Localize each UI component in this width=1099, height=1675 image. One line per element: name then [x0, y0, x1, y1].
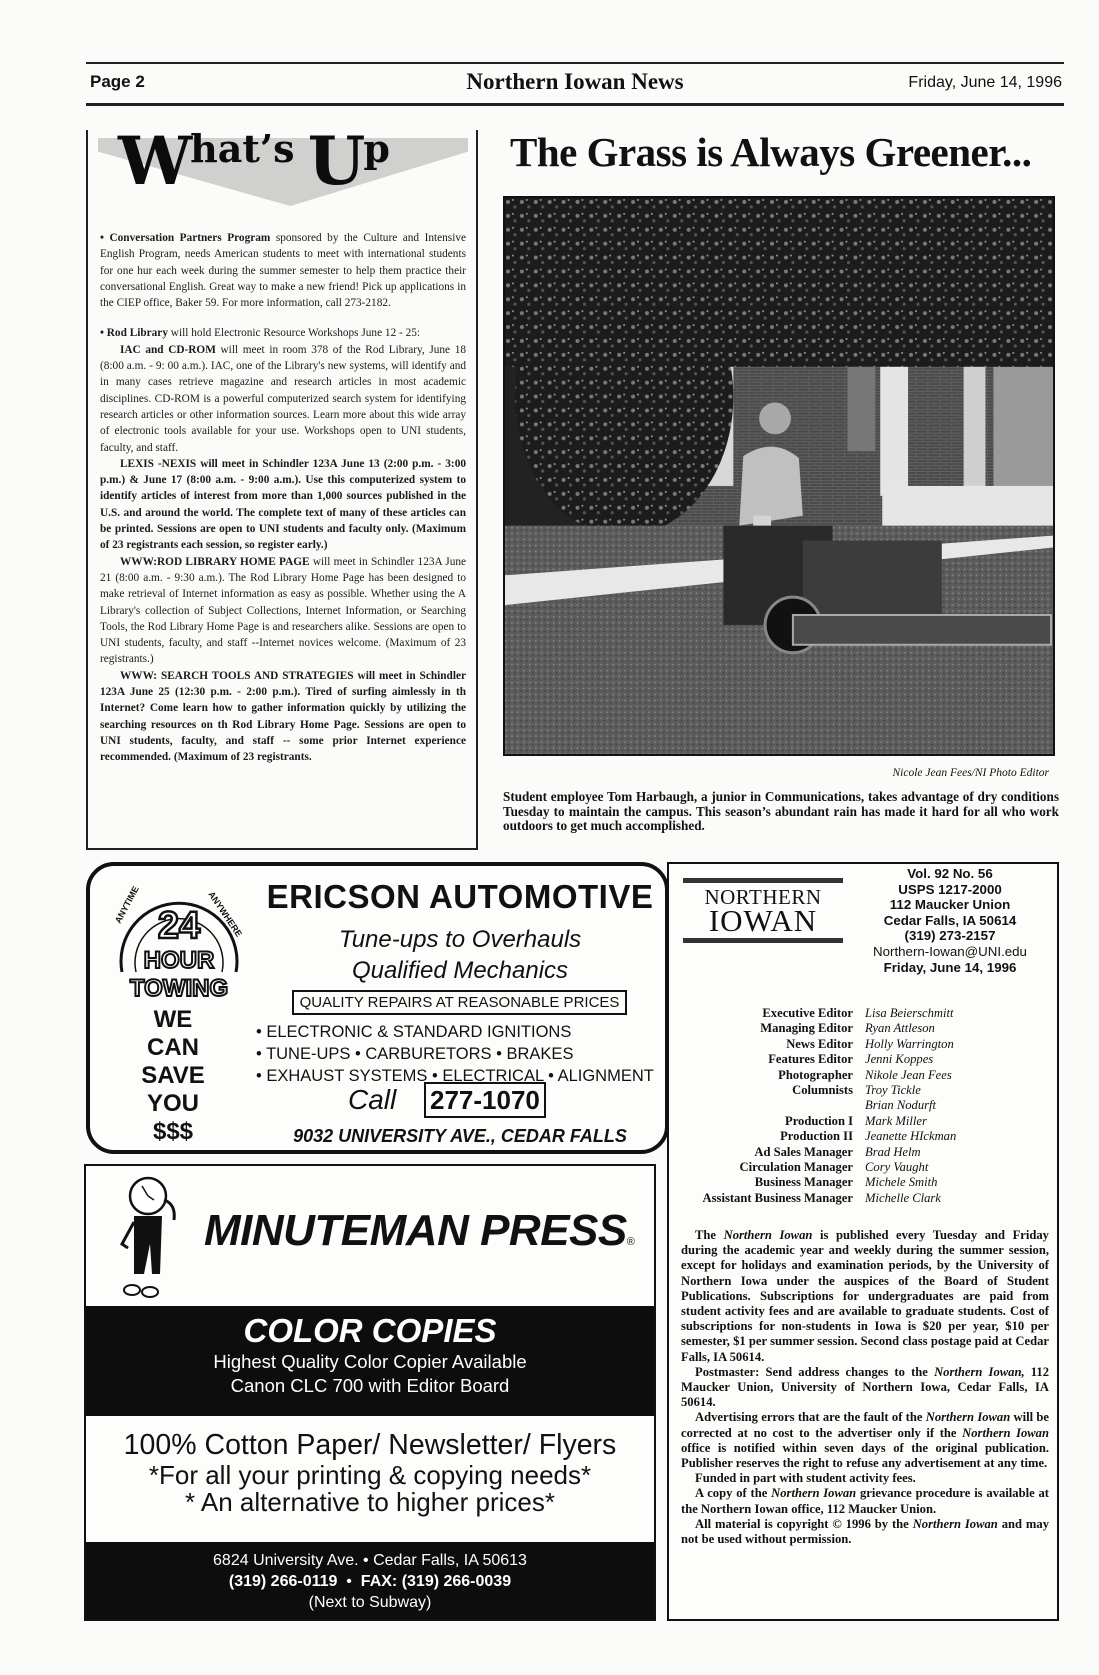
- business-name: MINUTEMAN PRESS®: [204, 1206, 635, 1255]
- minuteman-press-ad: [84, 1164, 656, 1621]
- whats-up-header: [88, 122, 476, 210]
- svg-text:HOUR: HOUR: [143, 947, 215, 974]
- tagline: Tune-ups to Overhauls Qualified Mechanics: [338, 926, 582, 984]
- svg-text:ANYTIME: ANYTIME: [112, 884, 141, 925]
- staff-row: Production II Jeanette HIckman: [780, 1129, 957, 1144]
- publication-info: Vol. 92 No. 56 USPS 1217-2000 112 Maucker Union Cedar Falls, IA 50614 (319) 273-2157 Northern-Iowan@UNI.edu Friday, June 14, 1996: [845, 866, 1055, 975]
- services-list: [256, 1021, 654, 1087]
- event-item: • Conversation Partners Program sponsored by the Culture and Intensive English Program, needs American students to meet with international students for one hur each week during the summer semester to help them practice their conversational English. Great way to make a new friend! Pick up applications in the CIEP office, Baker 59. For more information, call 273-2182.: [100, 232, 467, 310]
- email-link[interactable]: Northern-Iowan@UNI.edu: [873, 943, 1027, 959]
- publication-notice: The Northern Iowan is published every Tuesday and Friday during the academic year and weekly during the summer session, except for holidays and examination periods, by the University of Northern Iowa under the auspices of the Board of Student Publications. Subscriptions for undergraduates are paid from student activity fees and are available to graduate students. Cost of subscriptions for non-students in Iowa is $20 per year, $10 per semester, $1 per summer session. Second class postage paid at Cedar Falls, IA 50614. Postmaster: Send address changes to the Northern Iowan, 112 Maucker Union, University of Northern Iowa, Cedar Falls, IA 50614. Advertising errors that are the fault of the Northern Iowan will be corrected at no cost to the advertiser only if the Northern Iowan office is notified within seven days of the original publication. Publisher reserves the right to refuse any advertisement at any time. Funded in part with student activity fees. A copy of the Northern Iowan grievance procedure is available at the Northern Iowan office, 112 Maucker Union. All material is copyright © 1996 by the Northern Iowan and may not be used without permission.: [681, 1228, 1050, 1547]
- event-item: WWW: SEARCH TOOLS AND STRATEGIES will meet in Schindler 123A June 25 (12:30 p.m. - 2:00 p.m.). Tired of surfing aimlessly in th Internet? Come learn how to gather information quickly by utilizing the searching resources on th Rod Library Home Page. Sessions are open to UNI students, faculty, and staff -- some prior Internet experience recommended. (Maximum of 23 registrants.: [100, 669, 466, 764]
- service-item: • ELECTRONIC & STANDARD IGNITIONS: [256, 1023, 572, 1041]
- registered-mark: ®: [626, 1236, 635, 1248]
- story-headline: The Grass is Always Greener...: [510, 129, 1032, 175]
- event-item: LEXIS -NEXIS will meet in Schindler 123A June 13 (2:00 p.m. - 3:00 p.m.) & June 17 (8:00 a.m. - 9:00 a.m.). Use this computerized system to identify articles of interest from more than 1,000 sources published in the U.S. and around the world. The complete text of many of these articles can be printed. Sessions are open to UNI students and faculty only. (Maximum of 23 registrants each session, so register early.): [100, 457, 466, 552]
- ericson-automotive-ad: [86, 862, 669, 1154]
- staff-row: Managing Editor Ryan Attleson: [760, 1021, 935, 1036]
- staff-row: Photographer Nikole Jean Fees: [778, 1067, 952, 1082]
- staff-row: Brian Nodurft: [865, 1098, 937, 1113]
- staff-row: News Editor Holly Warrington: [786, 1036, 954, 1051]
- location-note: (Next to Subway): [308, 1594, 432, 1611]
- whats-up-column: [86, 122, 478, 850]
- paper-services: 100% Cotton Paper/ Newsletter/ Flyers *For all your printing & copying needs* * An alternative to higher prices*: [123, 1429, 617, 1517]
- address: 6824 University Ave. • Cedar Falls, IA 50613: [213, 1552, 527, 1569]
- svg-text:TOWING: TOWING: [129, 975, 229, 1002]
- address: 9032 UNIVERSITY AVE., CEDAR FALLS: [293, 1126, 627, 1146]
- color-copies-banner: COLOR COPIES Highest Quality Color Copier Available Canon CLC 700 with Editor Board: [86, 1306, 654, 1416]
- contact-banner: [86, 1542, 654, 1621]
- page-number: Page 2: [90, 72, 145, 91]
- phone-number: 277-1070: [424, 1082, 546, 1118]
- staff-row: Business Manager Michele Smith: [754, 1175, 938, 1190]
- news-photo: [503, 196, 1055, 756]
- photo-cutline: Student employee Tom Harbaugh, a junior in Communications, takes advantage of dry conditions Tuesday to maintain the campus. This season’s abundant rain has made it hard for all who work outdoors to get much accomplished.: [503, 789, 1059, 834]
- svg-text:24: 24: [157, 905, 201, 947]
- quality-banner: QUALITY REPAIRS AT REASONABLE PRICES: [292, 990, 627, 1015]
- call-label: Call: [348, 1084, 397, 1115]
- business-name: ERICSON AUTOMOTIVE: [266, 878, 654, 915]
- staff-list: [669, 1006, 1057, 1206]
- section-title: Northern Iowan News: [466, 69, 684, 94]
- staff-row: Production I Mark Miller: [785, 1113, 927, 1128]
- staff-row: Circulation Manager Cory Vaught: [739, 1160, 929, 1175]
- 24-hour-towing-badge-icon: [104, 872, 254, 1004]
- we-can-save-you: WE CAN SAVE YOU $$$: [141, 1006, 205, 1145]
- service-item: • EXHAUST SYSTEMS • ELECTRICAL • ALIGNMENT: [256, 1067, 654, 1085]
- staff-box: [667, 862, 1059, 1621]
- svg-text:ANYWHERE: ANYWHERE: [206, 889, 244, 939]
- event-item: IAC and CD-ROM will meet in room 378 of the Rod Library, June 18 (8:00 a.m. - 9: 00 a.m.). IAC, one of the Library's new systems, will identify and in many cases retrieve magazine and research articles in most academic disciplines. CD-ROM is a powerful computerized search system for identifying research articles or other information sources. Learn more about this wide array of electronic tools available for your use. Workshops open to UNI students, faculty, and staff.: [100, 343, 466, 454]
- event-item: WWW:ROD LIBRARY HOME PAGE will meet in Schindler 123A June 21 (8:00 a.m. - 9:30 a.m.). The Rod Library Home Page has been designed to make retrieval of Internet information as easy as possible. Whether using the A Library's collection of Subject Collections, Internet Information, or Searching Tools, the Rod Library Home Page is and researchers alike. Sessions are open to UNI students, faculty, and staff --Internet novices welcome. (Maximum of 23 registrants.): [100, 555, 467, 666]
- staff-row: Executive Editor Lisa Beierschmitt: [762, 1006, 954, 1020]
- logo-area: [86, 1166, 654, 1306]
- phone-line: (319) 266-0119 • FAX: (319) 266-0039: [228, 1573, 512, 1590]
- staff-row: Assistant Business Manager Michelle Clark: [702, 1190, 941, 1205]
- staff-row: Columnists Troy Tickle: [792, 1083, 921, 1098]
- masthead: [86, 62, 1064, 106]
- photo-credit: Nicole Jean Fees/NI Photo Editor: [892, 767, 1049, 779]
- whats-up-title: What’s Up: [118, 122, 390, 200]
- lawn-mower-photo-icon: [505, 198, 1053, 754]
- staff-row: Features Editor Jenni Koppes: [768, 1052, 934, 1067]
- northern-iowan-logo: NORTHERN IOWAN: [683, 878, 843, 943]
- event-item: • Rod Library will hold Electronic Resource Workshops June 12 - 25:: [100, 327, 421, 340]
- minuteman-clock-figure-icon: [114, 1174, 194, 1302]
- staff-row: Ad Sales Manager Brad Helm: [754, 1144, 921, 1159]
- whats-up-body: [100, 230, 466, 766]
- issue-date: Friday, June 14, 1996: [908, 74, 1062, 91]
- service-item: • TUNE-UPS • CARBURETORS • BRAKES: [256, 1045, 574, 1063]
